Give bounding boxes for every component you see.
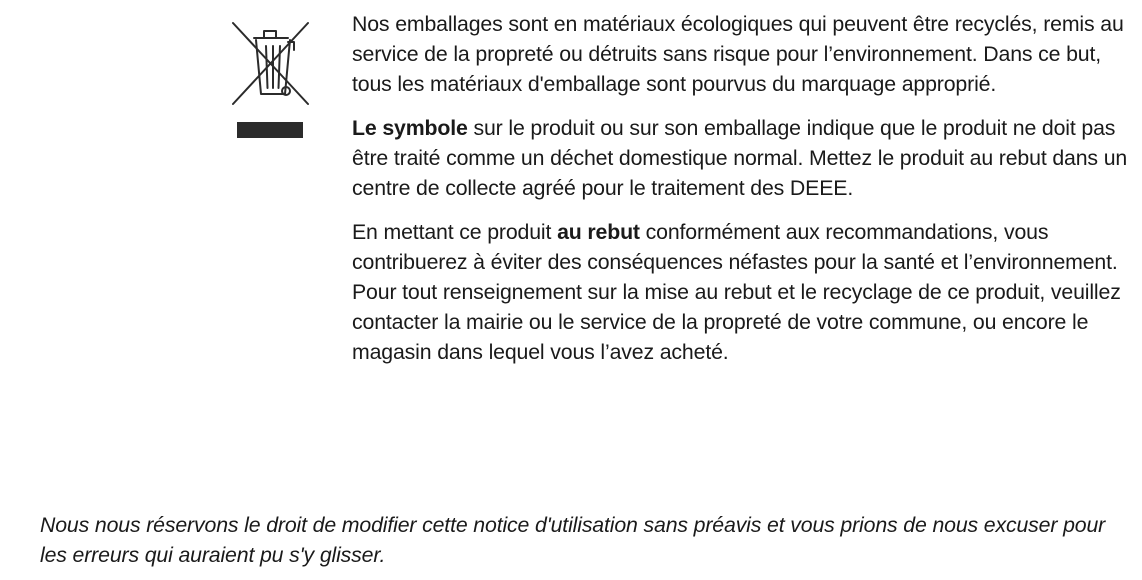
- disposal-text: [352, 9, 1132, 381]
- disposal-bold-text: au rebut: [557, 220, 640, 244]
- symbol-paragraph-text: sur le produit ou sur son emballage indique que le produit ne doit pas être traité comme un déchet domestique normal. Mettez le produit au rebut dans un centre de collecte agréé pour le traitement des DEEE.: [352, 116, 1128, 200]
- crossed-out-bin-icon: [228, 18, 312, 142]
- disclaimer-note: Nous nous réservons le droit de modifier cette notice d'utilisation sans préavis et vous prions de nous excuser pour les erreurs qui auraient pu s'y glisser.: [40, 513, 1106, 567]
- symbol-paragraph: [352, 113, 1132, 203]
- symbol-bold-text: Le symbole: [352, 116, 468, 140]
- disposal-paragraph-start: En mettant ce produit: [352, 220, 558, 244]
- packaging-paragraph: Nos emballages sont en matériaux écologiques qui peuvent être recyclés, remis au service de la propreté ou détruits sans risque pour l’environnement. Dans ce but, tous les matériaux d'emballage sont pourvus du marquage approprié.: [352, 12, 1124, 96]
- disposal-paragraph-end: conformément aux recommandations, vous contribuerez à éviter des conséquences néfastes pour la santé et l’environnement. Pour tout renseignement sur la mise au rebut et le recyclage de ce produit, veuillez contacter la mairie ou le service de la propreté de votre commune, ou encore le magasin dans lequel vous l’avez acheté.: [352, 220, 1121, 364]
- disposal-paragraph: [352, 217, 1132, 367]
